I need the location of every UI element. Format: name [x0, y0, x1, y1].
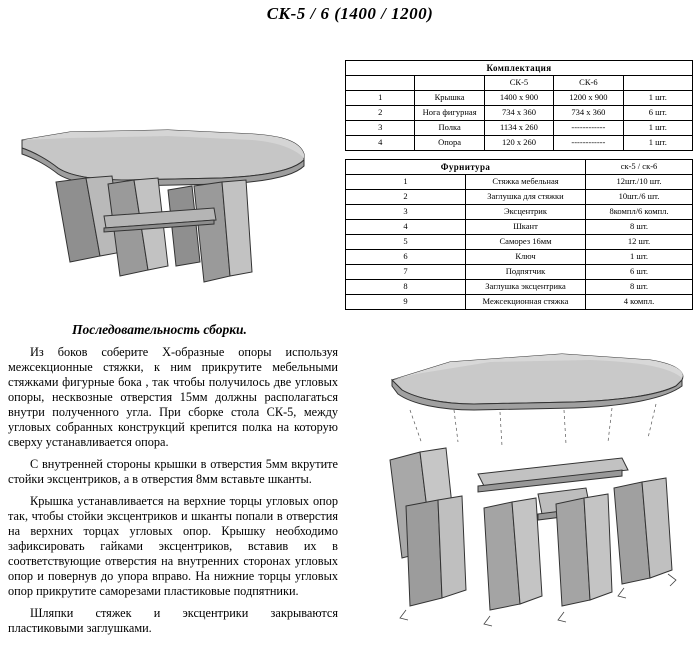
col-sk5: СК-5 [484, 76, 553, 91]
cell-num: 6 [346, 250, 466, 265]
cell-num: 8 [346, 280, 466, 295]
cell-name: Нога фигурная [415, 106, 484, 121]
cell-sk6: ------------ [554, 121, 623, 136]
cell-num: 3 [346, 205, 466, 220]
cell-num: 2 [346, 190, 466, 205]
col-num [346, 76, 415, 91]
cell-sk5: 1400 х 900 [484, 91, 553, 106]
cell-num: 1 [346, 91, 415, 106]
table-row [346, 205, 693, 220]
cell-qty: 6 шт. [623, 106, 692, 121]
cell-sk6: ------------ [554, 136, 623, 151]
assembled-desk-drawing [8, 56, 328, 286]
furnitura-table [345, 159, 693, 310]
table-header-row [346, 160, 693, 175]
cell-qty: 8компл/6 компл. [586, 205, 693, 220]
cell-num: 3 [346, 121, 415, 136]
table-row [346, 175, 693, 190]
cell-name: Подпятчик [466, 265, 586, 280]
assembly-heading: Последовательность сборки. [72, 322, 247, 337]
cell-num: 5 [346, 235, 466, 250]
komplektaciya-table [345, 60, 693, 151]
cell-name: Саморез 16мм [466, 235, 586, 250]
cell-name: Стяжка мебельная [466, 175, 586, 190]
col-sk6: СК-6 [554, 76, 623, 91]
cell-qty: 8 шт. [586, 220, 693, 235]
table-row [346, 280, 693, 295]
cell-qty: 1 шт. [623, 121, 692, 136]
table-row [346, 121, 693, 136]
cell-sk5: 734 х 360 [484, 106, 553, 121]
table-row [346, 250, 693, 265]
cell-name: Ключ [466, 250, 586, 265]
cell-num: 2 [346, 106, 415, 121]
table-row [346, 265, 693, 280]
table-row [346, 106, 693, 121]
cell-sk6: 1200 х 900 [554, 91, 623, 106]
table-row [346, 235, 693, 250]
cell-qty: 6 шт. [586, 265, 693, 280]
cell-qty: 12 шт. [586, 235, 693, 250]
cell-qty: 1 шт. [623, 91, 692, 106]
cell-qty: 8 шт. [586, 280, 693, 295]
cell-name: Шкант [466, 220, 586, 235]
assembled-desk-svg [8, 56, 328, 286]
cell-sk5: 1134 х 260 [484, 121, 553, 136]
cell-qty: 10шт./6 шт. [586, 190, 693, 205]
assembly-paragraph: Крышка устанавливается на верхние торцы угловых опор так, чтобы стойки эксцентриков и шканты попали в отверстия на верхних торцах угловых опор. Крышку необходимо зафиксировать гайками эксцентриков, вставив их в соответствующие отверстия на внутренних сторонах угловых опор и повернув до упора вправо. На нижние торцы угловых опор прикрутите саморезами пластиковые подпятники. [8, 494, 338, 598]
cell-num: 9 [346, 295, 466, 310]
assembly-paragraph: Шляпки стяжек и эксцентрики закрываются пластиковыми заглушками. [8, 606, 338, 635]
cell-name: Опора [415, 136, 484, 151]
page-title: СК-5 / 6 (1400 / 1200) [266, 4, 434, 23]
cell-num: 4 [346, 220, 466, 235]
table-row [346, 220, 693, 235]
cell-name: Заглушка эксцентрика [466, 280, 586, 295]
exploded-assembly-svg [350, 318, 698, 638]
cell-qty: 12шт./10 шт. [586, 175, 693, 190]
furnitura-col-label: ск-5 / ск-6 [586, 160, 693, 175]
col-name [415, 76, 484, 91]
table-row [346, 136, 693, 151]
cell-qty: 1 шт. [586, 250, 693, 265]
table-subheader-row [346, 76, 693, 91]
cell-qty: 4 компл. [586, 295, 693, 310]
cell-name: Крышка [415, 91, 484, 106]
exploded-assembly-drawing [350, 318, 698, 638]
table-row [346, 190, 693, 205]
cell-sk5: 120 х 260 [484, 136, 553, 151]
table-spacer [345, 151, 693, 159]
cell-name: Полка [415, 121, 484, 136]
cell-num: 1 [346, 175, 466, 190]
cell-num: 4 [346, 136, 415, 151]
cell-name: Межсекционная стяжка [466, 295, 586, 310]
cell-num: 7 [346, 265, 466, 280]
col-qty [623, 76, 692, 91]
assembly-instructions [8, 345, 338, 643]
cell-qty: 1 шт. [623, 136, 692, 151]
komplektaciya-header: Комплектация [346, 61, 693, 76]
table-header-row [346, 61, 693, 76]
table-row [346, 91, 693, 106]
assembly-paragraph: С внутренней стороны крышки в отверстия 5мм вкрутите стойки эксцентриков, а в отверстия 8мм вставьте шканты. [8, 457, 338, 486]
table-row [346, 295, 693, 310]
furnitura-header: Фурнитура [346, 160, 586, 175]
cell-sk6: 734 х 360 [554, 106, 623, 121]
cell-name: Заглушка для стяжки [466, 190, 586, 205]
assembly-paragraph: Из боков соберите Х-образные опоры используя межсекционные стяжки, к ним прикрутите мебельными стяжками фигурные бока , так чтобы получилось две угловых опоры, несквозные отверстия 15мм должны располагаться внутри полученного угла. При сборке стола СК-5, между угловых собранных конструкций крепится полка на которую сверху устанавливается опора. [8, 345, 338, 449]
cell-name: Эксцентрик [466, 205, 586, 220]
specification-tables [345, 60, 693, 310]
